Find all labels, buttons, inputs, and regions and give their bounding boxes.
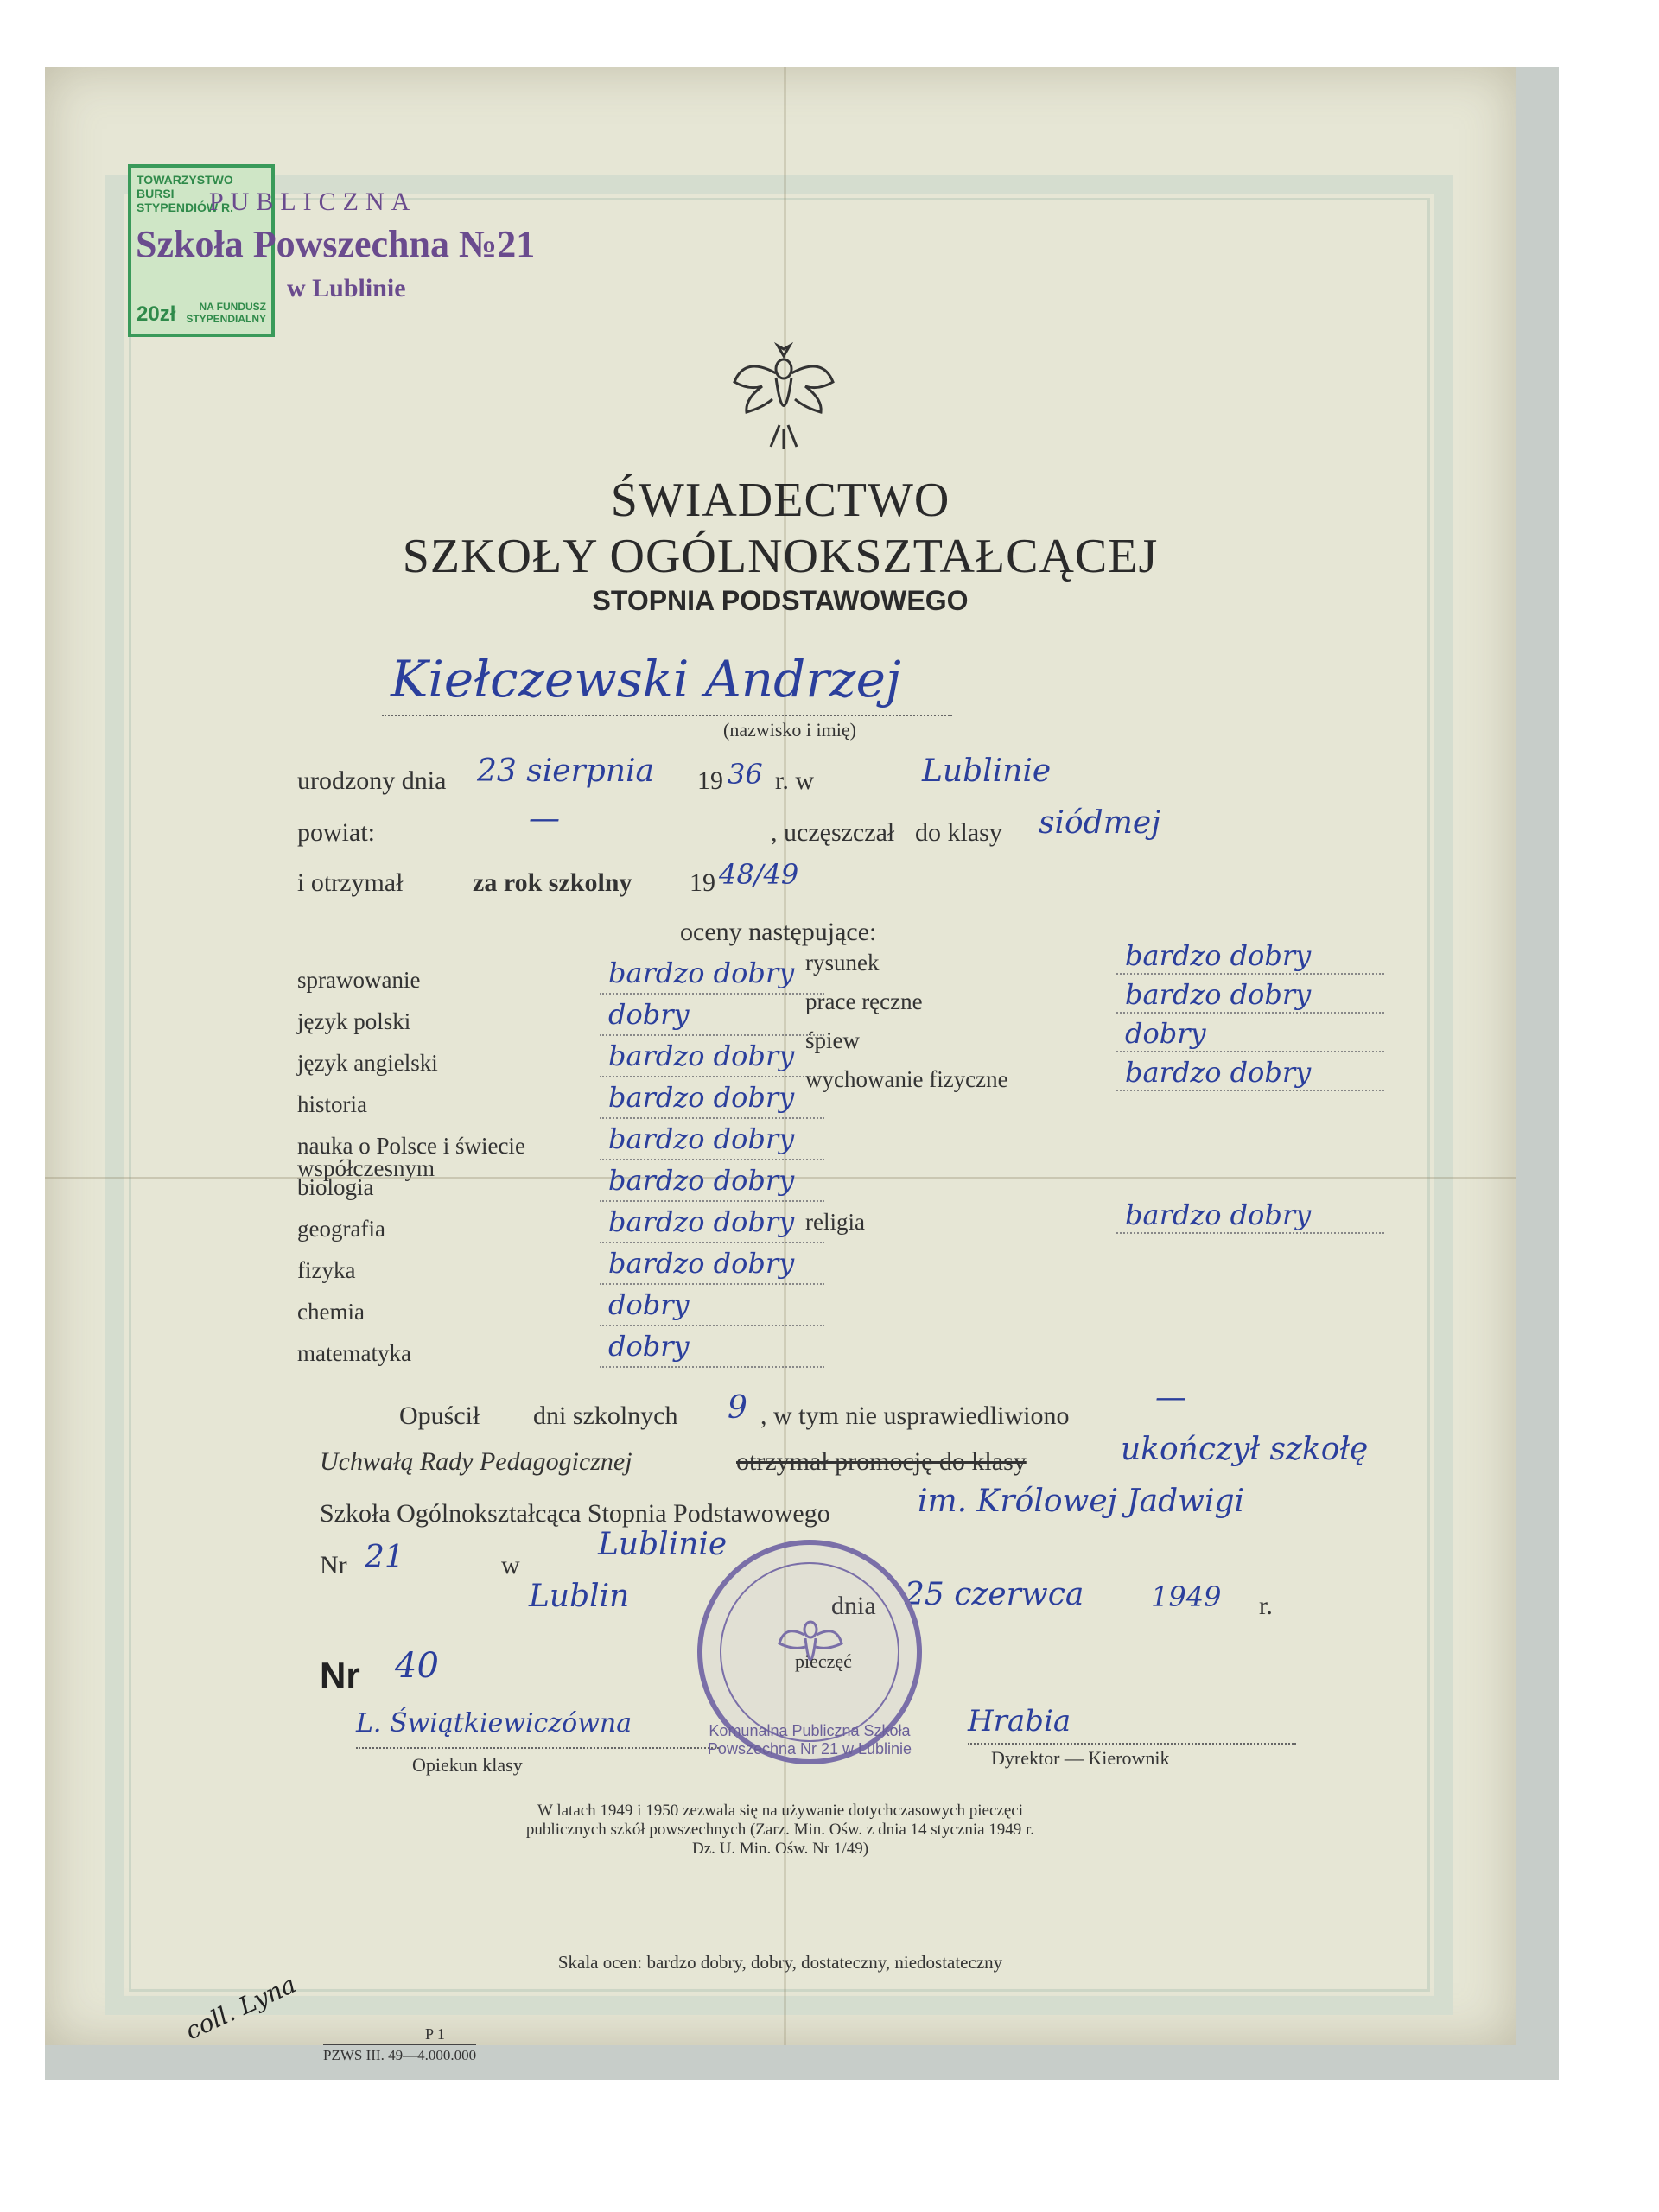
resolution-label: Uchwałą Rady Pedagogicznej xyxy=(320,1447,632,1476)
born-year: 36 xyxy=(728,758,763,791)
absence-days: 9 xyxy=(728,1390,747,1426)
director-signature: Hrabia xyxy=(968,1704,1071,1738)
grade-dotted-line xyxy=(1116,1090,1384,1091)
school-stamp-line3: w Lublinie xyxy=(287,274,406,302)
grade-row xyxy=(805,939,1393,978)
director-line xyxy=(968,1743,1296,1745)
guardian-signature: L. Świątkiewiczówna xyxy=(356,1708,632,1738)
school-nr-label: Nr xyxy=(320,1551,347,1580)
resolution-value: ukończył szkołę xyxy=(1121,1432,1369,1467)
grade-dotted-line xyxy=(600,1117,824,1119)
school-stamp-line2: Szkoła Powszechna №21 xyxy=(136,223,536,265)
grades-intro: oceny następujące: xyxy=(680,918,877,946)
grade-dotted-line xyxy=(1116,1012,1384,1014)
absence-unexcused: — xyxy=(1155,1380,1186,1415)
school-nr: 21 xyxy=(365,1540,404,1575)
seal-ring-text: Komunalna Publiczna Szkoła Powszechna Nr 21 w Lublinie xyxy=(707,1722,912,1758)
grade-subject: prace ręczne xyxy=(805,988,923,1014)
grade-value: bardzo dobry xyxy=(1125,1198,1312,1231)
student-name: Kiełczewski Andrzej xyxy=(391,650,901,709)
certificate-nr-value: 40 xyxy=(395,1646,439,1686)
grade-subject: geografia xyxy=(297,1216,385,1242)
grade-row xyxy=(805,1198,1393,1237)
fiscal-stamp-value: 20zł xyxy=(137,302,176,326)
grade-subject: język angielski xyxy=(297,1050,438,1076)
grade-row xyxy=(297,1039,833,1081)
grade-dotted-line xyxy=(1116,1051,1384,1052)
school-patron: im. Królowej Jadwigi xyxy=(918,1484,1245,1519)
grade-dotted-line xyxy=(600,1325,824,1326)
document-level: STOPNIA PODSTAWOWEGO xyxy=(592,585,969,616)
school-year-label: za rok szkolny xyxy=(473,868,632,897)
grade-dotted-line xyxy=(600,1200,824,1202)
grade-row xyxy=(297,1288,833,1330)
born-label: urodzony dnia xyxy=(297,766,447,795)
grade-subject: matematyka xyxy=(297,1340,411,1366)
school-label: Szkoła Ogólnokształcąca Stopnia Podstawowego xyxy=(320,1499,830,1528)
grade-row xyxy=(297,1081,833,1122)
born-year-prefix: 19 xyxy=(697,766,723,795)
grade-subject: nauka o Polsce i świecie współczesnym xyxy=(297,1133,525,1181)
issue-date: 25 czerwca xyxy=(905,1577,1084,1612)
grade-dotted-line xyxy=(1116,973,1384,975)
footnote-line1: W latach 1949 i 1950 zezwala się na używanie dotychczasowych pieczęci xyxy=(537,1802,1023,1820)
grade-subject: wychowanie fizyczne xyxy=(805,1066,1008,1092)
grade-row xyxy=(805,1056,1393,1095)
document-subtitle: SZKOŁY OGÓLNOKSZTAŁCĄCEJ xyxy=(402,530,1159,583)
grade-subject: chemia xyxy=(297,1299,365,1325)
grade-value: dobry xyxy=(608,1330,690,1363)
grading-scale: Skala ocen: bardzo dobry, dobry, dostateczny, niedostateczny xyxy=(557,1952,1003,1973)
name-underline xyxy=(382,715,952,716)
born-place: Lublinie xyxy=(922,753,1052,789)
grade-value: dobry xyxy=(608,1288,690,1321)
grade-row xyxy=(297,957,833,998)
grade-row xyxy=(297,1122,833,1181)
absence-label1: Opuścił xyxy=(399,1402,480,1430)
fiscal-stamp-line2: BURSI xyxy=(137,187,175,200)
school-in-label: w xyxy=(501,1551,520,1580)
director-label: Dyrektor — Kierownik xyxy=(991,1747,1170,1769)
grade-value: dobry xyxy=(1125,1017,1206,1050)
grade-value: bardzo dobry xyxy=(608,1247,795,1280)
grade-value: bardzo dobry xyxy=(608,1081,795,1114)
grade-value: bardzo dobry xyxy=(1125,978,1312,1011)
school-city: Lublinie xyxy=(598,1527,728,1562)
fiscal-stamp-line1: TOWARZYSTWO xyxy=(137,173,233,187)
grade-value: bardzo dobry xyxy=(608,1039,795,1072)
grade-subject: religia xyxy=(805,1209,865,1235)
guardian-label: Opiekun klasy xyxy=(412,1754,523,1776)
class-value: siódmej xyxy=(1039,805,1161,841)
grade-value: bardzo dobry xyxy=(608,1205,795,1238)
grade-row xyxy=(297,1205,833,1247)
absence-label3: , w tym nie usprawiedliwiono xyxy=(760,1402,1070,1430)
grade-value: bardzo dobry xyxy=(1125,939,1312,972)
absence-label2: dni szkolnych xyxy=(533,1402,678,1430)
school-year-prefix: 19 xyxy=(690,868,715,897)
grade-value: bardzo dobry xyxy=(608,1122,795,1155)
county-label: powiat: xyxy=(297,818,375,847)
print-line: PZWS III. 49—4.000.000 xyxy=(323,2044,476,2064)
grade-dotted-line xyxy=(600,1034,824,1036)
issue-place: Lublin xyxy=(529,1579,630,1614)
issue-date-label: dnia xyxy=(831,1592,876,1620)
footnote-line2: publicznych szkół powszechnych (Zarz. Min. Ośw. z dnia 14 stycznia 1949 r. xyxy=(525,1821,1035,1839)
born-place-label: r. w xyxy=(775,766,814,795)
grade-row xyxy=(297,1330,833,1371)
grade-dotted-line xyxy=(600,993,824,995)
grade-value: dobry xyxy=(608,998,690,1031)
footnote-line3: Dz. U. Min. Ośw. Nr 1/49) xyxy=(691,1840,869,1858)
county-value: — xyxy=(529,801,560,836)
grade-row xyxy=(297,1164,833,1205)
fiscal-stamp-fund: NA FUNDUSZ STYPENDIALNY xyxy=(186,301,266,325)
attended-label: , uczęszczał xyxy=(771,818,895,847)
seal-label: pieczęć xyxy=(795,1650,852,1672)
grade-dotted-line xyxy=(600,1366,824,1368)
grade-value: bardzo dobry xyxy=(608,1164,795,1197)
grade-dotted-line xyxy=(600,1283,824,1285)
grade-subject: biologia xyxy=(297,1174,374,1200)
margin-note: coll. Lyna xyxy=(181,1969,301,2046)
grade-subject: śpiew xyxy=(805,1027,860,1053)
born-date: 23 sierpnia xyxy=(477,753,654,789)
school-stamp-line1: PUBLICZNA xyxy=(209,188,417,216)
print-code: P 1 xyxy=(425,2025,445,2043)
grade-dotted-line xyxy=(600,1242,824,1243)
document-title: ŚWIADECTWO xyxy=(610,474,950,527)
grade-row xyxy=(297,998,833,1039)
grade-subject: sprawowanie xyxy=(297,967,421,993)
grade-subject: rysunek xyxy=(805,950,880,976)
fiscal-stamp-line3: STYPENDIÓW R. xyxy=(137,200,234,214)
received-label: i otrzymał xyxy=(297,868,404,897)
certificate-nr-label: Nr xyxy=(320,1655,360,1695)
grade-subject: historia xyxy=(297,1091,367,1117)
eagle-emblem-icon xyxy=(728,339,840,451)
resolution-struck: otrzymał promocję do klasy xyxy=(736,1447,1027,1476)
grade-value: bardzo dobry xyxy=(608,957,795,989)
certificate-document xyxy=(45,67,1516,2063)
grade-subject: język polski xyxy=(297,1008,411,1034)
guardian-line xyxy=(356,1747,719,1749)
school-year: 48/49 xyxy=(719,858,799,891)
class-label: do klasy xyxy=(915,818,1002,847)
grade-dotted-line xyxy=(1116,1232,1384,1234)
issue-year: 1949 xyxy=(1151,1580,1222,1613)
grade-row xyxy=(805,978,1393,1017)
grade-subject: fizyka xyxy=(297,1257,356,1283)
grade-dotted-line xyxy=(600,1076,824,1077)
issue-suffix: r. xyxy=(1259,1592,1273,1620)
student-name-caption: (nazwisko i imię) xyxy=(723,719,856,741)
grade-value: bardzo dobry xyxy=(1125,1056,1312,1089)
grade-row xyxy=(297,1247,833,1288)
grade-row xyxy=(805,1017,1393,1056)
grade-dotted-line xyxy=(600,1159,824,1160)
